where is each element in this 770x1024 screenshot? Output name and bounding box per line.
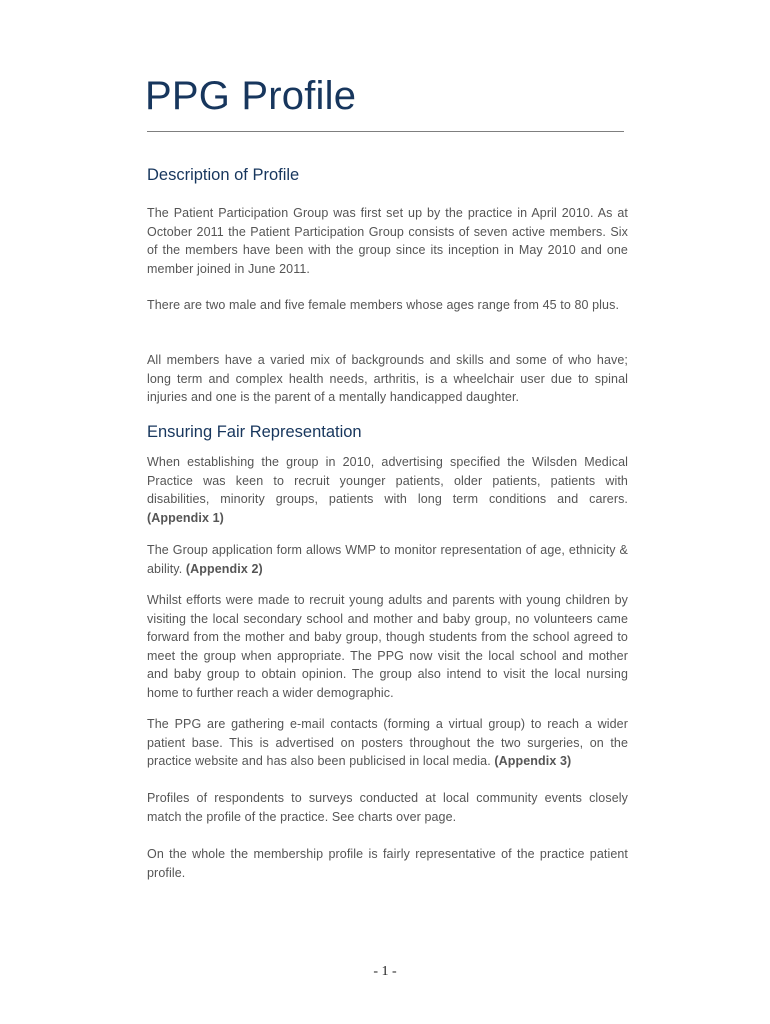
section-heading-representation: Ensuring Fair Representation [147,423,362,441]
paragraph-text: The PPG are gathering e-mail contacts (forming a virtual group) to reach a wider patient base. This is advertised on posters throughout the two surgeries, on the practice website and has also been publicised in local media. [147,717,628,769]
paragraph-text: When establishing the group in 2010, advertising specified the Wilsden Medical Practice was keen to recruit younger patients, older patients, patients with disabilities, minority groups, patients with long term conditions and carers. [147,455,628,507]
paragraph-description-1: The Patient Participation Group was first set up by the practice in April 2010. As at October 2011 the Patient Participation Group consists of seven active members. Six of the members have been with the group since its inception in May 2010 and one member joined in June 2011. [147,206,628,276]
appendix-reference: (Appendix 2) [185,561,263,576]
paragraph-text: The Group application form allows WMP to monitor representation of age, ethnicity & ability. [147,543,628,576]
appendix-reference: (Appendix 1) [147,510,224,525]
title-divider [147,131,624,132]
paragraph-representation-4 [147,715,628,771]
section-heading-description: Description of Profile [147,166,300,184]
paragraph-description-3: All members have a varied mix of backgrounds and skills and some of who have; long term and complex health needs, arthritis, is a wheelchair user due to spinal injuries and one is the parent of a mentally handicapped daughter. [147,353,628,405]
paragraph-representation-2 [147,541,628,578]
paragraph-representation-3: Whilst efforts were made to recruit young adults and parents with young children by visiting the local secondary school and mother and baby group, no volunteers came forward from the mother and baby group, though students from the school agreed to meet the group when appropriate. The PPG now visit the local school and mother and baby group to obtain opinion. The group also intend to visit the local nursing home to further reach a wider demographic. [147,593,628,700]
appendix-reference: (Appendix 3) [494,754,572,769]
page-title: PPG Profile [145,74,357,118]
paragraph-representation-5: Profiles of respondents to surveys conducted at local community events closely match the profile of the practice. See charts over page. [147,791,628,824]
paragraph-representation-1 [147,453,628,527]
paragraph-representation-6: On the whole the membership profile is fairly representative of the practice patient profile. [147,847,628,880]
page-number: - 1 - [373,964,397,979]
paragraph-description-2: There are two male and five female members whose ages range from 45 to 80 plus. [147,298,620,312]
